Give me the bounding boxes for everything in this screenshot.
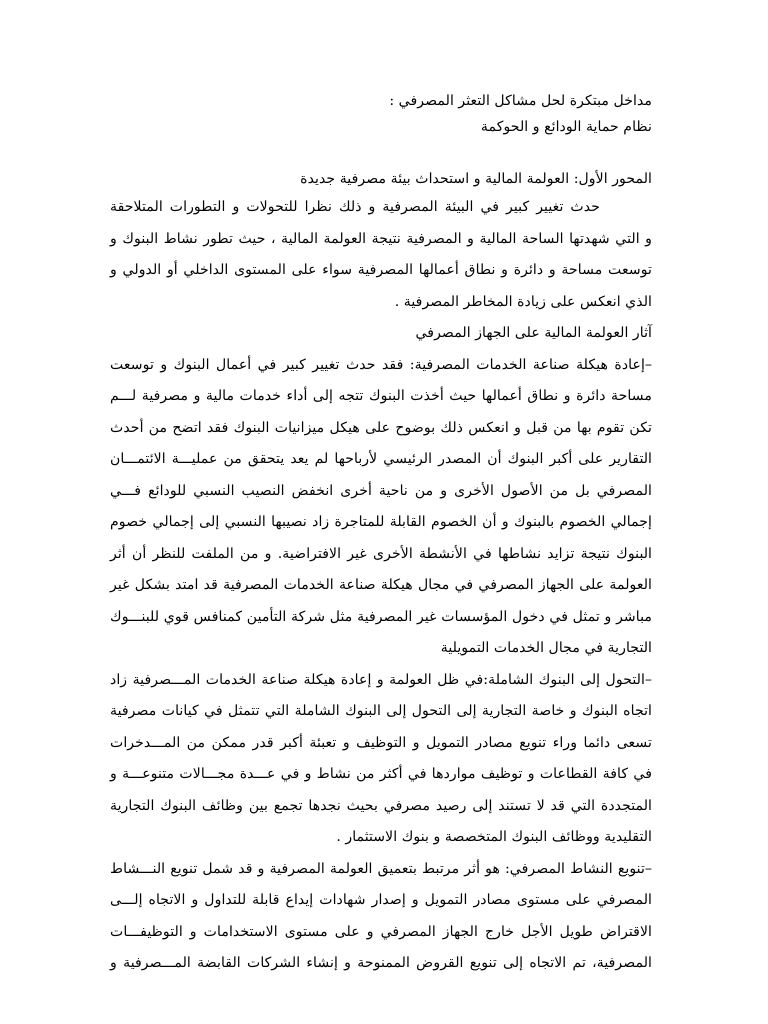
paragraph-line: تسعى دائما وراء تنويع مصادر التمويل و التوظيف و تعبئة أكبر قدر ممكن من المـــدخرات — [110, 734, 652, 751]
paragraph-line: توسعت مساحة و دائرة و نطاق أعمالها المصرفية سواء على المستوى الداخلي أو الدولي و — [110, 262, 652, 278]
paragraph-line: في كافة القطاعات و توظيف مواردها في أكثر من نشاط و في عـــدة مجـــالات متنوعـــة و — [110, 766, 652, 782]
subheading: آثار العولمة المالية على الجهاز المصرفي — [415, 325, 652, 341]
paragraph-line: العولمة على الجهاز المصرفي في مجال هيكلة صناعة الخدمات المصرفية قد امتد بشكل غير — [110, 577, 652, 593]
paragraph-line: مباشر و تمثل في دخول المؤسسات غير المصرفية مثل شركة التأمين كمنافس قوي للبنـــوك — [110, 608, 652, 625]
paragraph-line: التقارير على أكبر البنوك أن المصدر الرئيسي لأرباحها لم يعد يتحقق من عمليـــة الائتمـــان — [110, 451, 652, 467]
paragraph-line: مساحة دائرة و نطاق أعمالها حيث أخذت البنوك تتجه إلى أداء خدمات مالية و مصرفية لـــم — [110, 388, 652, 404]
paragraph-line: تكن تقوم بها من قبل و انعكس ذلك بوضوح على هيكل ميزانيات البنوك فقد اتضح من أحدث — [110, 419, 652, 436]
paragraph-line: التجارية في مجال الخدمات التمويلية — [440, 640, 652, 656]
paragraph-line: الاقتراض طويل الأجل خارج الجهاز المصرفي و على مستوى الاستخدامات و التوظيفـــات — [110, 923, 652, 940]
paragraph-2 — [110, 350, 652, 665]
paragraph-line: إجمالي الخصوم بالبنوك و أن الخصوم القابلة للمتاجرة زاد نصيبها النسبي إلى إجمالي خصوم — [110, 514, 652, 530]
paragraph-1 — [110, 192, 652, 318]
document-title-line-2: نظام حماية الودائع و الحوكمة — [480, 119, 652, 135]
paragraph-3 — [110, 665, 652, 854]
document-page — [110, 88, 652, 980]
paragraph-line: البنوك نتيجة تزايد نشاطها في الأنشطة الأخرى غير الافتراضية. و من الملفت للنظر أن أثر — [110, 545, 652, 562]
paragraph-line: و التي شهدتها الساحة المالية و المصرفية نتيجة العولمة المالية ، حيث تطور نشاط البنوك و — [110, 230, 652, 247]
paragraph-line: المصرفية، تم الاتجاه إلى تنويع القروض الممنوحة و إنشاء الشركات القابضة المـــصرفية و — [110, 955, 652, 971]
paragraph-line: اتجاه البنوك و خاصة التجارية إلى التحول إلى البنوك الشاملة التي تتمثل في كيانات مصرفية — [110, 703, 652, 719]
paragraph-line: المتجددة التي قد لا تستند إلى رصيد مصرفي بحيث نجدها تجمع بين وظائف البنوك التجارية — [110, 797, 652, 814]
paragraph-line: المصرفي على مستوى مصادر التمويل و إصدار شهادات إيداع قابلة للتداول و الاتجاه إلـــى — [110, 892, 652, 908]
document-title-line-1: مداخل مبتكرة لحل مشاكل التعثر المصرفي : — [389, 93, 652, 109]
paragraph-line: الذي انعكس على زيادة المخاطر المصرفية . — [394, 293, 652, 310]
spacer — [110, 140, 652, 166]
paragraph-line: حدث تغيير كبير في البيئة المصرفية و ذلك نظرا للتحولات و التطورات المتلاحقة — [110, 199, 600, 215]
section-heading: المحور الأول: العولمة المالية و استحداث بيئة مصرفية جديدة — [300, 171, 652, 187]
paragraph-line: –تنويع النشاط المصرفي: هو أثر مرتبط بتعميق العولمة المصرفية و قد شمل تنويع النـــشاط — [110, 860, 652, 877]
paragraph-line: التقليدية ووظائف البنوك المتخصصة و بنوك الاستثمار . — [336, 829, 652, 845]
paragraph-4 — [110, 854, 652, 980]
paragraph-line: –إعادة هيكلة صناعة الخدمات المصرفية: فقد حدث تغيير كبير في أعمال البنوك و توسعت — [110, 356, 652, 373]
paragraph-line: المصرفي بل من الأصول الأخرى و من ناحية أخرى انخفض النصيب النسبي للودائع فـــي — [110, 482, 652, 499]
paragraph-line: –التحول إلى البنوك الشاملة:في ظل العولمة و إعادة هيكلة صناعة الخدمات المـــصرفية زاد — [110, 671, 652, 688]
